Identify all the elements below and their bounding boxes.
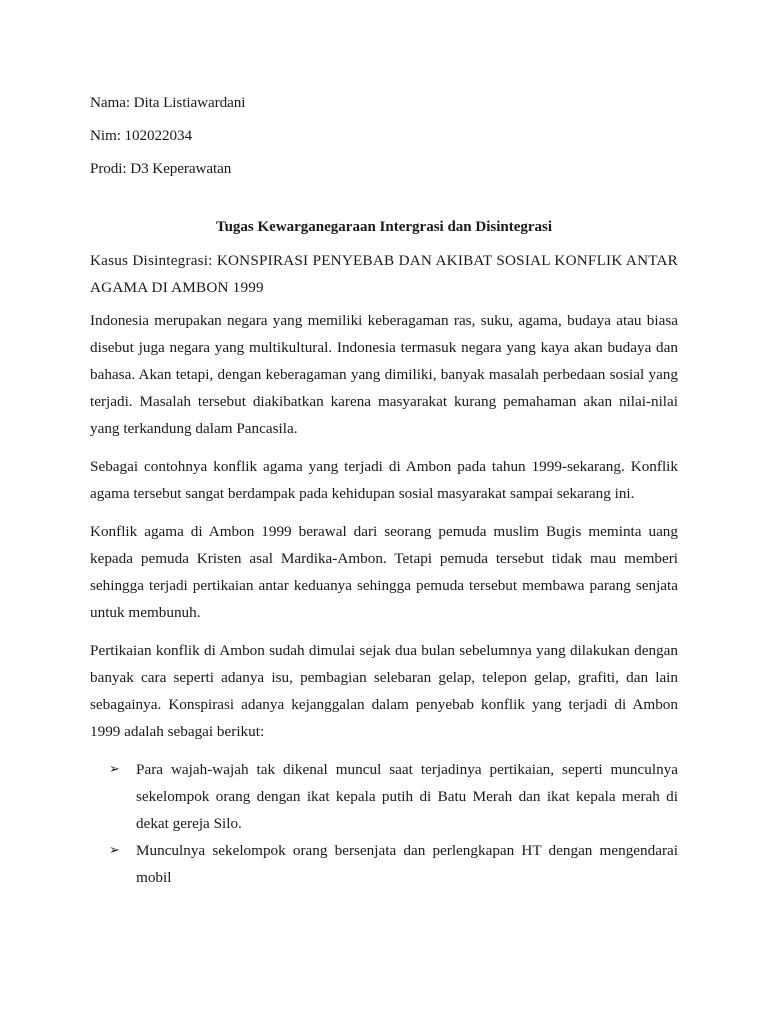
case-heading: Kasus Disintegrasi: KONSPIRASI PENYEBAB DAN AKIBAT SOSIAL KONFLIK ANTAR AGAMA DI AMBON 1999 — [90, 252, 678, 296]
bullet-text: Para wajah-wajah tak dikenal muncul saat terjadinya pertikaian, seperti munculnya sekelompok orang dengan ikat kepala putih di Batu Merah dan ikat kepala merah di dekat gereja Silo. — [136, 761, 678, 832]
arrowhead-icon: ➢ — [109, 762, 120, 777]
paragraph-2: Sebagai contohnya konflik agama yang terjadi di Ambon pada tahun 1999-sekarang. Konflik agama tersebut sangat berdampak pada kehidupan sosial masyarakat sampai sekarang ini. — [90, 458, 678, 502]
student-prodi: Prodi: D3 Keperawatan — [90, 160, 232, 177]
bullet-list — [90, 756, 678, 891]
paragraph-1: Indonesia merupakan negara yang memiliki keberagaman ras, suku, agama, budaya atau biasa disebut juga negara yang multikultural. Indonesia termasuk negara yang kaya akan budaya dan bahasa. Akan tetapi, dengan keberagaman yang dimiliki, banyak masalah perbedaan sosial yang terjadi. Masalah tersebut diakibatkan karena masyarakat kurang pemahaman akan nilai-nilai yang terkandung dalam Pancasila. — [90, 312, 678, 437]
student-nim: Nim: 102022034 — [90, 127, 192, 144]
bullet-text: Munculnya sekelompok orang bersenjata dan perlengkapan HT dengan mengendarai mobil — [136, 842, 678, 886]
document-page — [90, 89, 678, 891]
list-item — [109, 756, 678, 837]
list-item — [109, 837, 678, 891]
paragraph-3: Konflik agama di Ambon 1999 berawal dari seorang pemuda muslim Bugis meminta uang kepada pemuda Kristen asal Mardika-Ambon. Tetapi pemuda tersebut tidak mau memberi sehingga terjadi pertikaian antar keduanya sehingga pemuda tersebut membawa parang senjata untuk membunuh. — [90, 523, 678, 621]
document-title: Tugas Kewarganegaraan Intergrasi dan Disintegrasi — [215, 219, 553, 235]
arrowhead-icon: ➢ — [109, 843, 120, 858]
student-name: Nama: Dita Listiawardani — [90, 94, 246, 111]
paragraph-4: Pertikaian konflik di Ambon sudah dimulai sejak dua bulan sebelumnya yang dilakukan dengan banyak cara seperti adanya isu, pembagian selebaran gelap, telepon gelap, grafiti, dan lain sebagainya. Konspirasi adanya kejanggalan dalam penyebab konflik yang terjadi di Ambon 1999 adalah sebagai berikut: — [90, 642, 678, 740]
